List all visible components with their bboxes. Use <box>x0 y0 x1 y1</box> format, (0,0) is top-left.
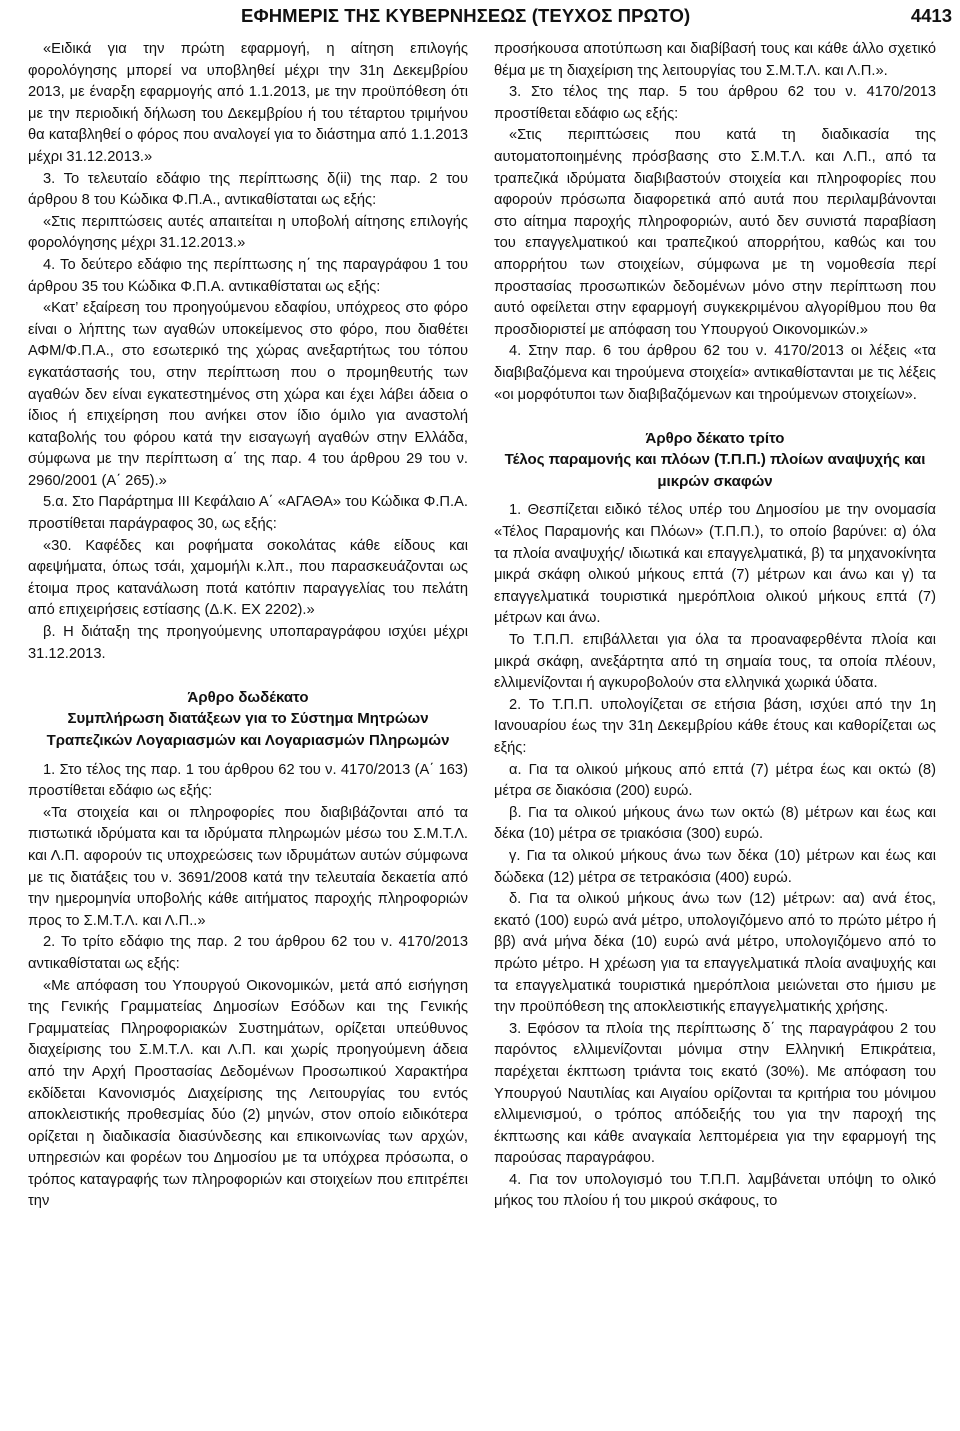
paragraph: 4. Για τον υπολογισμό του Τ.Π.Π. λαμβάνεται υπόψη το ολικό μήκος του πλοίου ή του μικρού σκάφους, το <box>494 1171 936 1210</box>
paragraph: 5.α. Στο Παράρτημα ΙΙΙ Κεφάλαιο Α΄ «ΑΓΑΘΑ» του Κώδικα Φ.Π.Α. προστίθεται παράγραφος 30, ως εξής: <box>28 494 468 533</box>
paragraph: προσήκουσα αποτύπωση και διαβίβασή τους και κάθε άλλο σχετικό θέμα με τη διαχείριση της λειτουργίας του Σ.Μ.Τ.Λ. και Λ.Π.». <box>494 41 936 79</box>
paragraph: 3. Το τελευταίο εδάφιο της περίπτωσης δ(ii) της παρ. 2 του άρθρου 8 του Κώδικα Φ.Π.Α., αντικαθίσταται ως εξής: <box>28 170 468 209</box>
paragraph: Το Τ.Π.Π. επιβάλλεται για όλα τα προαναφερθέντα πλοία και μικρά σκάφη, ανεξάρτητα από τη σημαία τους, τα οποία πλέουν, ελλιμενίζονται ή αγκυροβολούν στα ελληνικά χωρικά ύδατα. <box>494 632 936 692</box>
paragraph: 4. Το δεύτερο εδάφιο της περίπτωσης η΄ της παραγράφου 1 του άρθρου 35 του Κώδικα Φ.Π.Α. αντικαθίσταται ως εξής: <box>28 256 468 295</box>
paragraph: «30. Καφέδες και ροφήματα σοκολάτας κάθε είδους και αφεψήματα, όπως τσάι, χαμομήλι κ.λπ., που παρασκευάζονται ως έτοιμα προς κατανάλωση ποτά κατόπιν παραγγελίας του πελάτη από επιχειρήσεις εστίασης (Δ.Κ. ΕΧ 2202).» <box>28 537 468 619</box>
paragraph: 1. Θεσπίζεται ειδικό τέλος υπέρ του Δημοσίου με την ονομασία «Τέλος Παραμονής και Πλόων» (Τ.Π.Π.), το οποίο βαρύνει: α) όλα τα πλοία αναψυχής/ ιδιωτικά και επαγγελματικά, β) τα μηχανοκίνητα μικρά σκάφη ολικού μήκους επτά (7) μέτρων και άνω και γ) τα επαγγελματικά τουριστικά ημερόπλοια ολικού μήκους επτά (7) μέτρων και άνω. <box>494 502 936 627</box>
paragraph: γ. Για τα ολικού μήκους άνω των δέκα (10) μέτρων και έως και δώδεκα (12) μέτρα σε τετρακόσια (400) ευρώ. <box>494 847 936 886</box>
spacer <box>494 492 936 500</box>
right-column <box>494 39 936 1213</box>
spacer <box>494 406 936 428</box>
paragraph: α. Για τα ολικού μήκους από επτά (7) μέτρα έως και οκτώ (8) μέτρα σε διακόσια (200) ευρώ. <box>494 761 936 800</box>
paragraph: «Στις περιπτώσεις αυτές απαιτείται η υποβολή αίτησης επιλογής φορολόγησης μέχρι 31.12.2013.» <box>28 213 468 252</box>
spacer <box>28 665 468 687</box>
paragraph: 3. Στο τέλος της παρ. 5 του άρθρου 62 του ν. 4170/2013 προστίθεται εδάφιο ως εξής: <box>494 84 936 122</box>
article-12-title: Άρθρο δωδέκατο <box>187 688 309 706</box>
paragraph: «Ειδικά για την πρώτη εφαρμογή, η αίτηση επιλογής φορολόγησης μπορεί να υποβληθεί μέχρι την 31η Δεκεμβρίου 2013, με έναρξη εφαρμογής από 1.1.2013, με την προϋπόθεση ότι με την περιοδική δήλωση του Δεκεμβρίου ή του τέταρτου τριμήνου θα καταβληθεί ο φόρος που αναλογεί για το διάστημα από 1.1.2013 μέχρι 31.12.2013.» <box>28 41 468 165</box>
paragraph: 2. Το τρίτο εδάφιο της παρ. 2 του άρθρου 62 του ν. 4170/2013 αντικαθίσταται ως εξής: <box>28 934 468 972</box>
left-column <box>28 39 468 1213</box>
paragraph: 2. Το Τ.Π.Π. υπολογίζεται σε ετήσια βάση, ισχύει από την 1η Ιανουαρίου έως την 31η Δεκεμβρίου κάθε έτους και καθορίζεται ως εξής: <box>494 696 936 756</box>
paragraph: β. Η διάταξη της προηγούμενης υποπαραγράφου ισχύει μέχρι 31.12.2013. <box>28 624 468 662</box>
paragraph: «Στις περιπτώσεις που κατά τη διαδικασία της αυτοματοποιημένης πρόσβασης στο Σ.Μ.Τ.Λ. και Λ.Π., από τα τραπεζικά ιδρύματα διαβιβαστούν στοιχεία και πληροφορίες που αφορούν πρόσωπα διαφορετικά από αυτά που περιλαμβάνονται στο αίτημα παροχής πληροφοριών, αυτό δεν συνιστά παραβίαση του επαγγελματικού και τραπεζικού απορρήτου, καθώς και του απορρήτου των στοιχείων, σύμφωνα με τη νομοθεσία περί προστασίας προσωπικών δεδομένων μόνο στην περίπτωση που αυτό οφείλεται στην εφαρμογή συγκεκριμένου αλγορίθμου που θα προσδιοριστεί με απόφαση του Υπουργού Οικονομικών.» <box>494 127 936 338</box>
running-title: ΕΦΗΜΕΡΙΣ ΤΗΣ ΚΥΒΕΡΝΗΣΕΩΣ (ΤΕΥΧΟΣ ΠΡΩΤΟ) <box>241 5 691 26</box>
paragraph: δ. Για τα ολικού μήκους άνω των (12) μέτρων: αα) ανά έτος, εκατό (100) ευρώ ανά μέτρο, υπολογιζόμενο από το πρώτο μέτρο ή ββ) ανά μήνα δέκα (10) ευρώ ανά μέτρο, υπολογιζόμενο από το πρώτο μέτρο. Η χρέωση για τα επαγγελματικά πλοία αναψυχής και τα επαγγελματικά τουριστικά ημερόπλοια μειώνεται στο ήμισυ με την προϋπόθεση της αποκλειστικής επαγγελματικής χρήσης. <box>494 891 936 1016</box>
page-header <box>0 0 960 36</box>
spacer <box>28 752 468 760</box>
paragraph: 4. Στην παρ. 6 του άρθρου 62 του ν. 4170/2013 οι λέξεις «τα διαβιβαζόμενα και τηρούμενα στοιχεία» αντικαθίστανται με τις λέξεις «οι μορφότυποι των διαβιβαζόμενων και τηρούμενων στοιχείων». <box>494 343 936 403</box>
paragraph: «Τα στοιχεία και οι πληροφορίες που διαβιβάζονται από τα πιστωτικά ιδρύματα και τα ιδρύματα πληρωμών μέσω του Σ.Μ.Τ.Λ. και Λ.Π. αφορούν τις υποχρεώσεις των ιδρυμάτων αυτών σύμφωνα με τις διατάξεις του ν. 3691/2008 κατά την τελευταία δεκαετία από την ημερομηνία υποβολής κάθε αιτήματος παροχής πληροφοριών προς το Σ.Μ.Τ.Λ. και Λ.Π..» <box>28 804 468 929</box>
page-number: 4413 <box>910 5 952 26</box>
article-13-title: Άρθρο δέκατο τρίτο <box>645 429 785 447</box>
paragraph: 3. Εφόσον τα πλοία της περίπτωσης δ΄ της παραγράφου 2 του παρόντος ελλιμενίζονται μόνιμα στην Ελληνική Επικράτεια, παρέχεται έκπτωση τριάντα τοις εκατό (30%). Με απόφαση του Υπουργού Ναυτιλίας και Αιγαίου ορίζονται τα κριτήρια του μόνιμου ελλιμενισμού, ο τρόπος απόδειξής του για την παροχή της έκπτωσης και κάθε αναγκαία λεπτομέρεια για την εφαρμογή της παρούσας παραγράφου. <box>494 1020 936 1167</box>
paragraph: β. Για τα ολικού μήκους άνω των οκτώ (8) μέτρων και έως και δέκα (10) μέτρα σε τριακόσια (300) ευρώ. <box>494 804 936 843</box>
article-13-subtitle: Τέλος παραμονής και πλόων (Τ.Π.Π.) πλοίων αναψυχής και μικρών σκαφών <box>504 451 926 490</box>
paragraph: «Με απόφαση του Υπουργού Οικονομικών, μετά από εισήγηση της Γενικής Γραμματείας Δημοσίων Εσόδων και της Γενικής Γραμματείας Πληροφοριακών Συστημάτων, ορίζεται υπεύθυνος διαχείρισης του Σ.Μ.Τ.Λ. και Λ.Π. και χωρίς προηγούμενη άδεια από την Αρχή Προστασίας Δεδομένων Προσωπικού Χαρακτήρα εκδίδεται Κανονισμός Διαχείρισης της Λειτουργίας του εντός αποκλειστικής προθεσμίας δύο (2) μηνών, στον οποίο ειδικότερα ορίζεται η διαδικασία διασύνδεσης και επικοινωνίας των αρχών, υπηρεσιών και φορέων του Δημοσίου με τα υπόχρεα πρόσωπα, ο τρόπος καταγραφής των πληροφοριών και στοιχείων που επιτρέπει την <box>28 977 468 1210</box>
article-12-subtitle: Συμπλήρωση διατάξεων για το Σύστημα Μητρώων Τραπεζικών Λογαριασμών και Λογαριασμών Πληρωμών <box>46 710 450 749</box>
paragraph: «Κατ’ εξαίρεση του προηγούμενου εδαφίου, υπόχρεος στο φόρο είναι ο λήπτης των αγαθών υποκείμενος στο φόρο, που διαθέτει ΑΦΜ/Φ.Π.Α., στο εσωτερικό της χώρας ανεξαρτήτως του τόπου εγκατάστασής του, στην περίπτωση που ο προμηθευτής των αγαθών δεν είναι εγκατεστημένος στη χώρα και έχει λάβει άδεια ο ίδιος ή επιχείρηση που ανήκει στον ίδιο όμιλο για αναστολή καταβολής του φόρου κατά την εισαγωγή αγαθών στην Ελλάδα, σύμφωνα με την περίπτωση α΄ της παρ. 4 του άρθρου 29 του ν. 2960/2001 (Α΄ 265).» <box>28 300 468 489</box>
paragraph: 1. Στο τέλος της παρ. 1 του άρθρου 62 του ν. 4170/2013 (Α΄ 163) προστίθεται εδάφιο ως εξής: <box>28 761 468 800</box>
